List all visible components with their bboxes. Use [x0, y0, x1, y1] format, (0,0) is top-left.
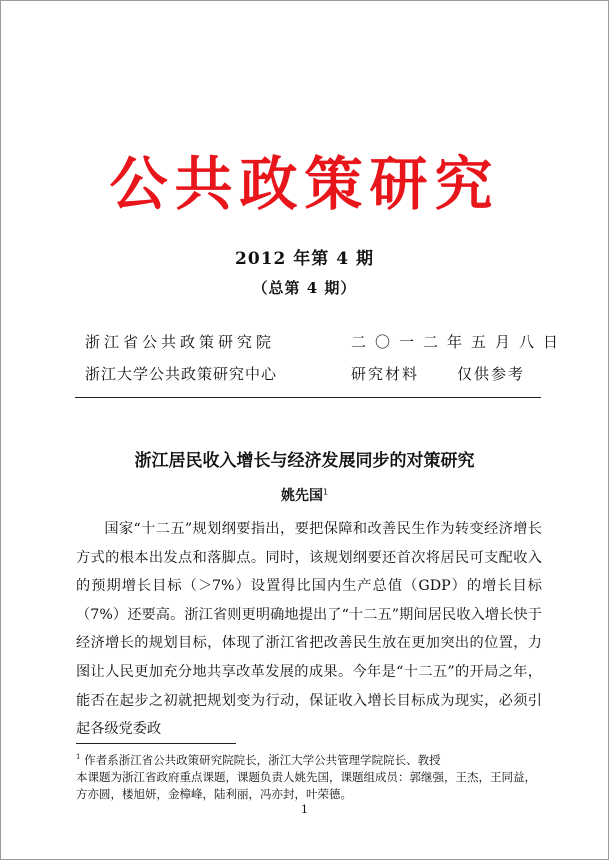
material-note: [351, 363, 525, 384]
total-issue-number: （总第 4 期）: [252, 279, 357, 297]
article-author: [1, 485, 608, 505]
footnote-mark: 1: [76, 753, 81, 761]
publisher-org-1: 浙江省公共政策研究院: [85, 333, 276, 351]
header-divider: [75, 397, 541, 398]
publisher-org-2: 浙江大学公共政策研究中心: [85, 365, 278, 383]
publish-date: 二〇一二年五月八日: [351, 333, 568, 351]
issue-number: 2012 年第 4 期: [235, 249, 374, 269]
footnote-line-1: [76, 749, 542, 769]
masthead-title: 公共政策研究: [109, 150, 500, 218]
page-number: 1: [301, 803, 308, 816]
footnote-author-note: 作者系浙江省公共政策研究院院长，浙江大学公共管理学院院长、教授: [80, 752, 441, 767]
article-body: [76, 515, 542, 744]
footnote-line-2: 本课题为浙江省政府重点课题，课题负责人姚先国，课题组成员：郭继强，王杰，王同益，方亦圆，楼旭妍，金樟峰，陆利丽，冯亦封，叶荣德。: [76, 769, 536, 801]
author-footnote-mark: 1: [322, 487, 329, 497]
material-label: 研究材料: [351, 365, 420, 383]
reference-label: 仅供参考: [457, 365, 526, 383]
footnote: [76, 749, 542, 803]
author-name: 姚先国: [280, 488, 323, 504]
body-paragraph: 国家“十二五”规划纲要指出，要把保障和改善民生作为转变经济增长方式的根本出发点和落脚点。同时，该规划纲要还首次将居民可支配收入的预期增长目标（＞7%）设置得比国内生产总值（GDP）的增长目标（7%）还要高。浙江省则更明确地提出了“十二五”期间居民收入增长快于经济增长的规划目标，体现了浙江省把改善民生放在更加突出的位置，力图让人民更加充分地共享改革发展的成果。今年是“十二五”的开局之年，能否在起步之初就把规划变为行动，保证收入增长目标成为现实，必须引起各级党委政: [76, 521, 542, 738]
article-title: 浙江居民收入增长与经济发展同步的对策研究: [134, 451, 475, 471]
footnote-divider: [76, 743, 236, 744]
